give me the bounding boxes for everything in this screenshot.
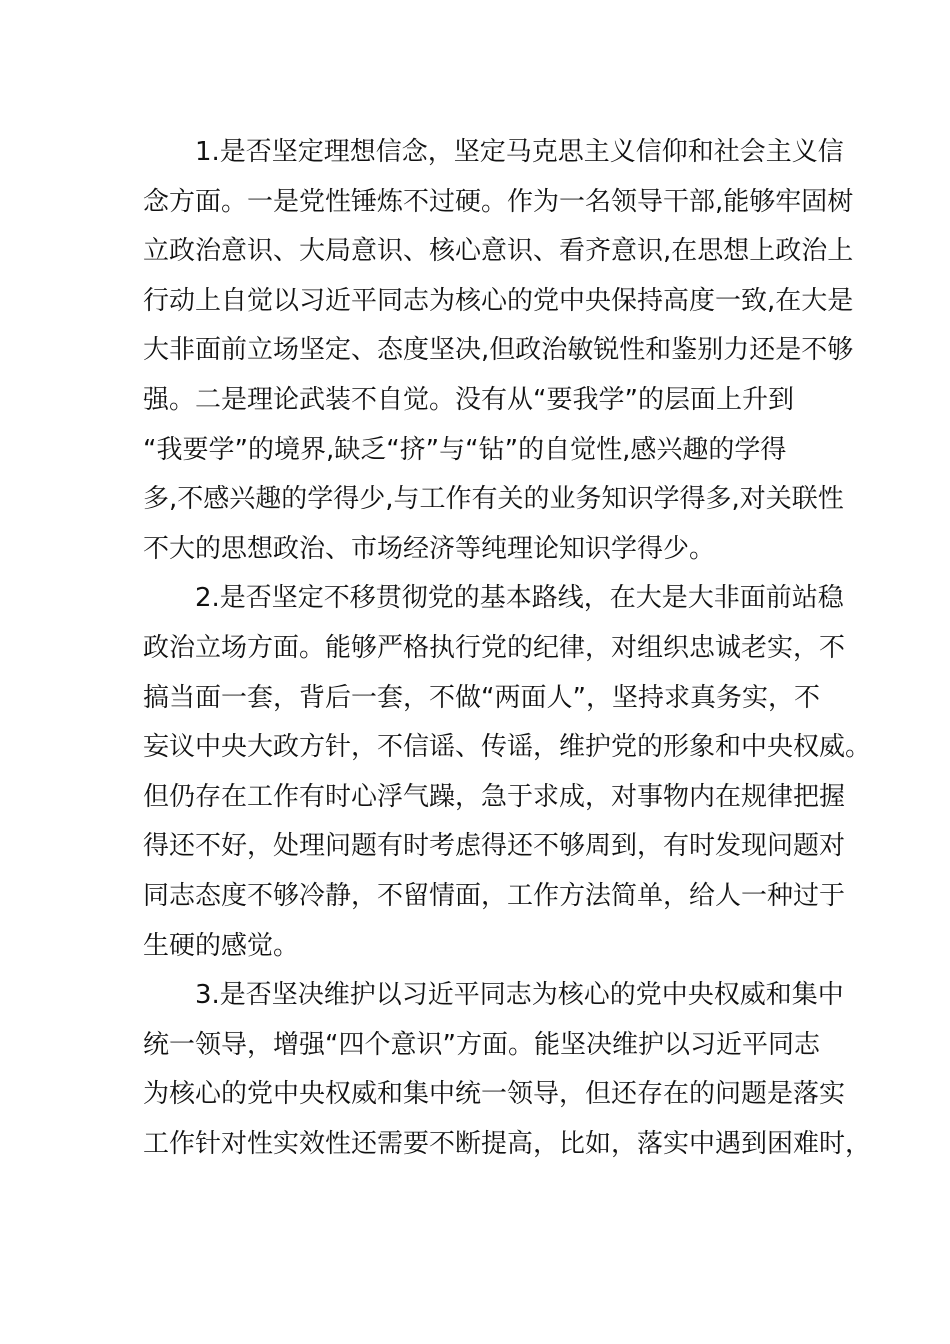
text-line: 工作针对性实效性还需要不断提高，比如，落实中遇到困难时，: [143, 1128, 872, 1159]
text-line: 立政治意识、大局意识、核心意识、看齐意识,在思想上政治上: [143, 236, 854, 267]
text-line: 行动上自觉以习近平同志为核心的党中央保持高度一致,在大是: [143, 285, 854, 316]
text-line: 生硬的感觉。: [143, 930, 300, 961]
text-line: 妄议中央大政方针，不信谣、传谣，维护党的形象和中央权威。: [143, 732, 872, 763]
document-body: [143, 128, 872, 1169]
paragraph-1: [143, 128, 854, 574]
text-line: 多,不感兴趣的学得少,与工作有关的业务知识学得多,对关联性: [143, 484, 844, 515]
text-line: 大非面前立场坚定、态度坚决,但政治敏锐性和鉴别力还是不够: [143, 335, 854, 366]
text-line: 搞当面一套，背后一套，不做“两面人”，坚持求真务实，不: [143, 682, 820, 713]
paragraph-2: [143, 574, 872, 971]
text-line: 为核心的党中央权威和集中统一领导，但还存在的问题是落实: [143, 1079, 846, 1110]
text-line: 统一领导，增强“四个意识”方面。能坚决维护以习近平同志: [143, 1029, 820, 1060]
text-line: 得还不好，处理问题有时考虑得还不够周到，有时发现问题对: [143, 831, 846, 862]
text-line: 政治立场方面。能够严格执行党的纪律，对组织忠诚老实，不: [143, 632, 846, 663]
text-line: “我要学”的境界,缺乏“挤”与“钻”的自觉性,感兴趣的学得: [143, 434, 787, 465]
text-line: 念方面。一是党性锤炼不过硬。作为一名领导干部,能够牢固树: [143, 186, 854, 217]
text-line: 同志态度不够冷静，不留情面，工作方法简单，给人一种过于: [143, 880, 846, 911]
text-line: 1.是否坚定理想信念，坚定马克思主义信仰和社会主义信: [195, 137, 844, 167]
text-line: 但仍存在工作有时心浮气躁，急于求成，对事物内在规律把握: [143, 781, 846, 812]
text-line: 强。二是理论武装不自觉。没有从“要我学”的层面上升到: [143, 384, 794, 415]
paragraph-3: [143, 971, 872, 1169]
text-line: 2.是否坚定不移贯彻党的基本路线，在大是大非面前站稳: [195, 583, 844, 614]
text-line: 3.是否坚决维护以习近平同志为核心的党中央权威和集中: [195, 980, 844, 1011]
text-line: 不大的思想政治、市场经济等纯理论知识学得少。: [143, 533, 716, 564]
